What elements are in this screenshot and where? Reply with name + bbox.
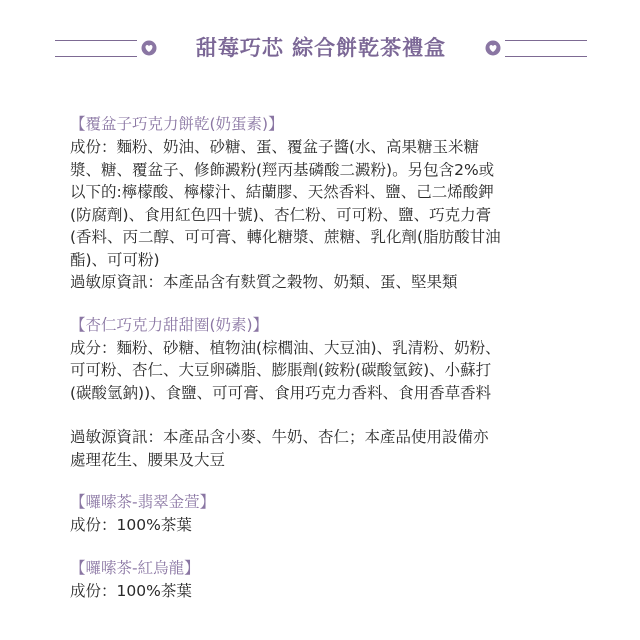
section-title: 【囉嗦茶-紅烏龍】 xyxy=(70,558,200,577)
decorative-rule xyxy=(55,40,137,41)
ingredient-line: 成份：100%茶葉 xyxy=(70,581,192,600)
ingredient-line: 成份：100%茶葉 xyxy=(70,516,192,534)
section-title: 【覆盆子巧克力餅乾(奶蛋素)】 xyxy=(70,115,284,133)
header xyxy=(0,28,640,68)
allergen-line: 過敏原資訊：本產品含有麩質之穀物、奶類、蛋、堅果類 xyxy=(70,273,458,291)
ingredient-line: 成分：麵粉、砂糖、植物油(棕櫚油、大豆油)、乳清粉、奶粉、 xyxy=(70,338,501,357)
ingredient-line: (香料、丙二醇、可可膏、轉化糖漿、蔗糖、乳化劑(脂肪酸甘油 xyxy=(70,228,501,246)
section-red-oolong-tea xyxy=(70,557,585,603)
heart-icon xyxy=(485,40,501,56)
allergen-line: 過敏源資訊：本產品含小麥、牛奶、杏仁；本產品使用設備亦 xyxy=(70,428,489,446)
ingredient-line: 漿、糖、覆盆子、修飾澱粉(羥丙基磷酸二澱粉)。另包含2%或 xyxy=(70,160,495,179)
allergen-line: 處理花生、腰果及大豆 xyxy=(70,450,226,469)
ingredient-line: (碳酸氫鈉))、食鹽、可可膏、食用巧克力香料、食用香草香料 xyxy=(70,383,492,402)
ingredient-line: 以下的:檸檬酸、檸檬汁、結蘭膠、天然香料、鹽、己二烯酸鉀 xyxy=(70,183,494,201)
section-almond-donut xyxy=(70,314,585,472)
ingredient-line: 酯)、可可粉) xyxy=(70,250,160,269)
page-title: 甜莓巧芯 綜合餅乾茶禮盒 xyxy=(195,36,447,60)
decorative-rule xyxy=(505,40,587,41)
section-raspberry-cookie xyxy=(70,113,585,294)
ingredient-line: 可可粉、杏仁、大豆卵磷脂、膨脹劑(銨粉(碳酸氫銨)、小蘇打 xyxy=(70,361,492,379)
heart-icon xyxy=(141,40,157,56)
ingredients-list xyxy=(70,113,585,602)
section-jade-tea xyxy=(70,491,585,537)
ingredient-line: (防腐劑)、食用紅色四十號)、杏仁粉、可可粉、鹽、巧克力膏 xyxy=(70,205,492,224)
decorative-rule xyxy=(505,56,587,57)
section-title: 【囉嗦茶-翡翠金萱】 xyxy=(70,493,216,511)
decorative-rule xyxy=(55,56,137,57)
section-title: 【杏仁巧克力甜甜圈(奶素)】 xyxy=(70,315,269,334)
ingredient-line: 成份：麵粉、奶油、砂糖、蛋、覆盆子醬(水、高果糖玉米糖 xyxy=(70,138,480,156)
